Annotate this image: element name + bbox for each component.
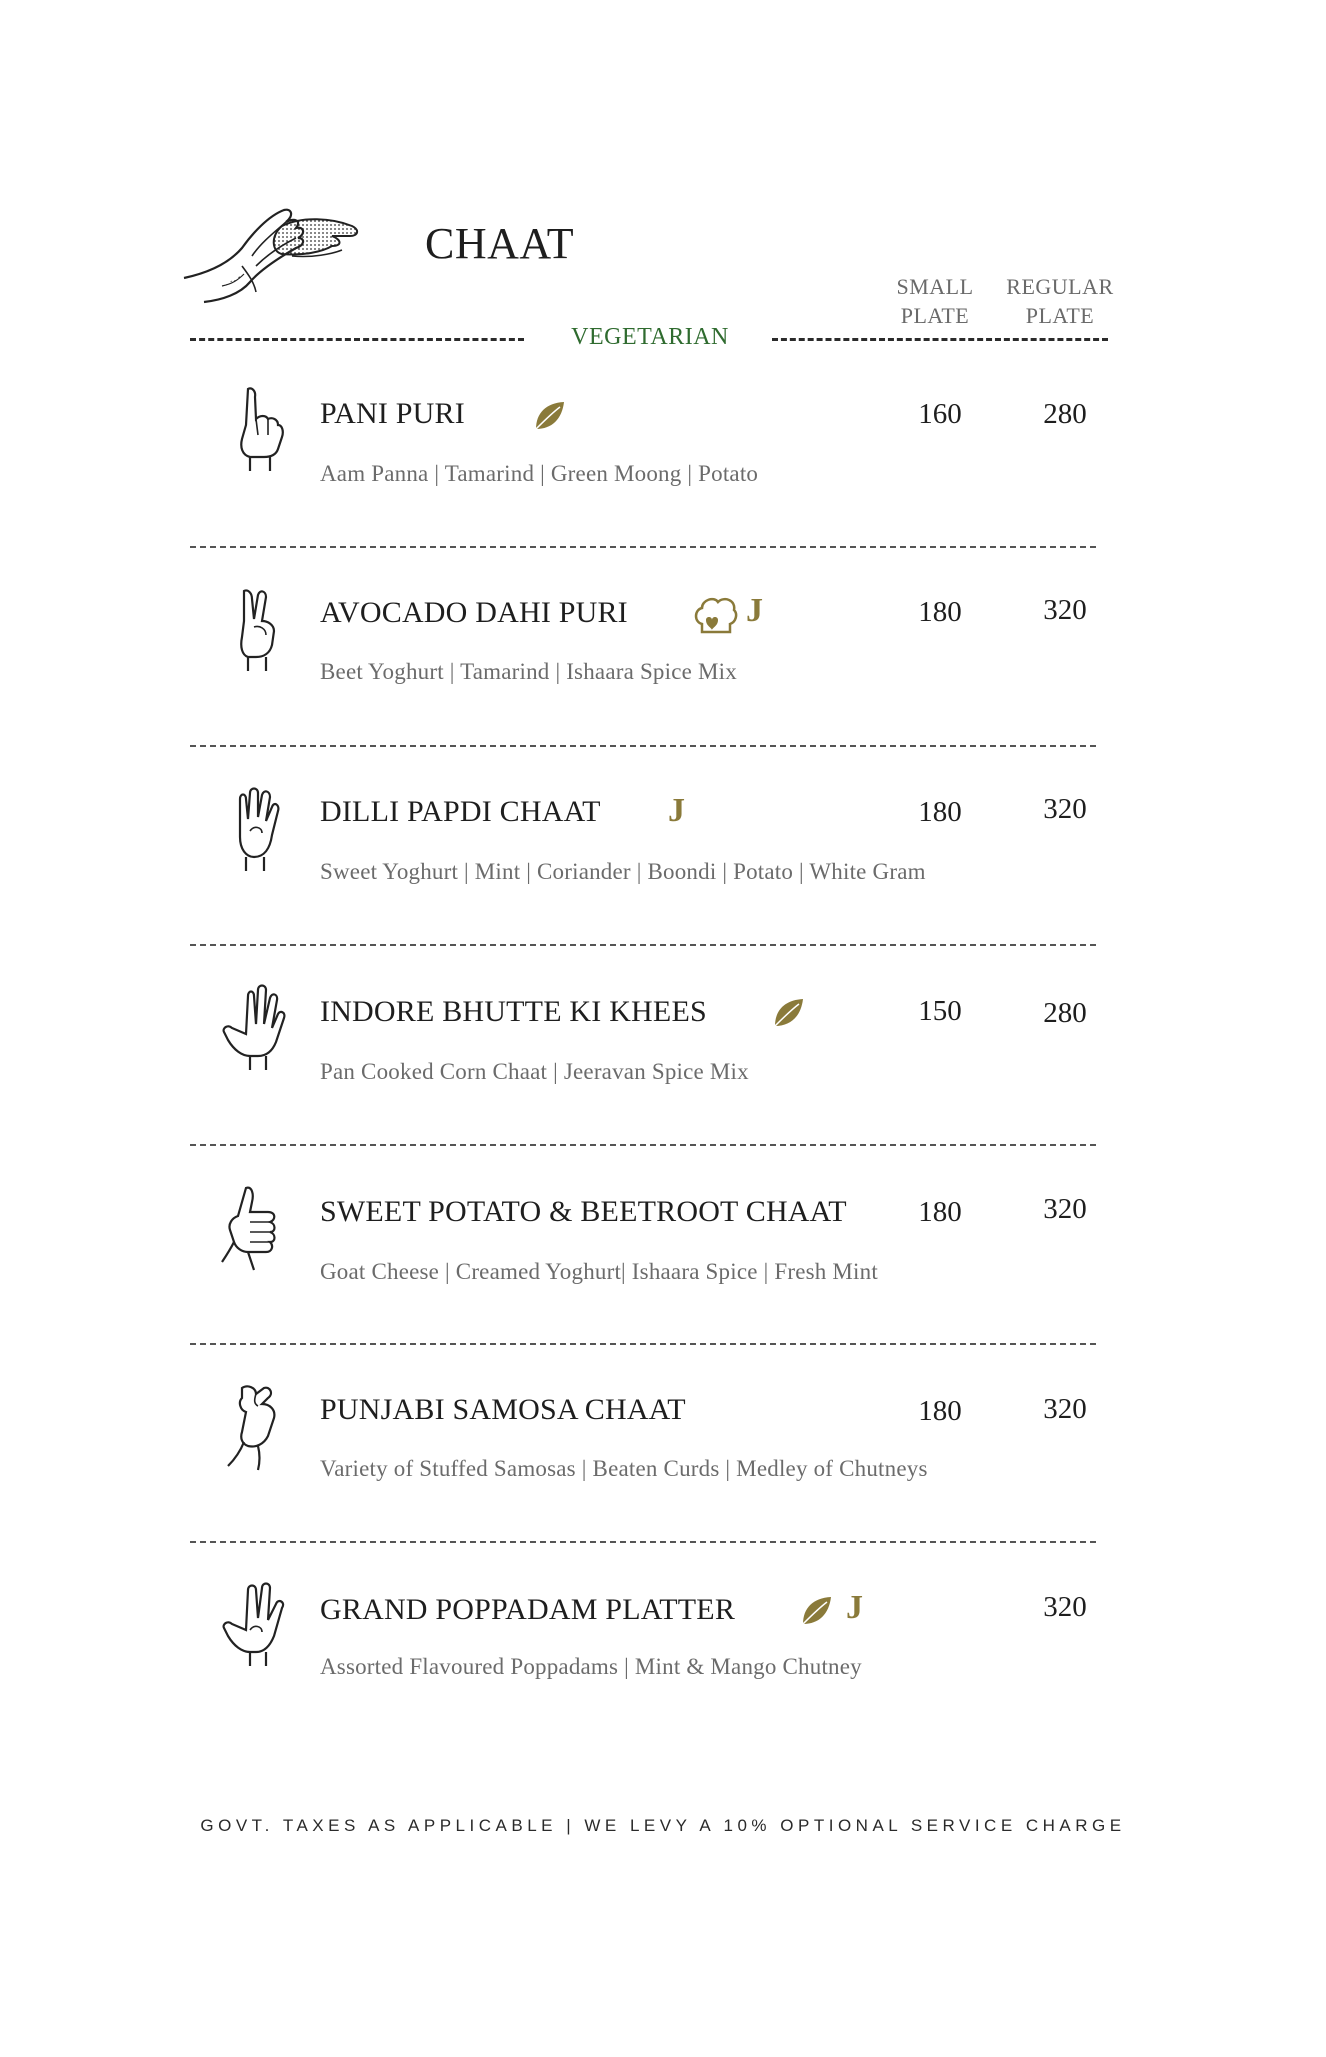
dish-description: Pan Cooked Corn Chaat | Jeeravan Spice Mix	[320, 1059, 749, 1084]
dish-description: Aam Panna | Tamarind | Green Moong | Potato	[320, 461, 759, 486]
price-regular: 280	[1043, 398, 1087, 430]
column-header-small-plate	[880, 272, 990, 330]
dish-name: DILLI PAPDI CHAAT	[320, 795, 601, 828]
column-header-regular-line2: PLATE	[1025, 303, 1095, 328]
hand-gesture-four-fingers-icon	[226, 785, 290, 875]
column-header-small-line2: PLATE	[900, 303, 970, 328]
hand-gesture-thumbs-up-icon	[220, 1184, 284, 1274]
item-divider	[190, 1541, 1096, 1543]
price-small: 180	[918, 596, 962, 628]
hand-gesture-victory-icon	[226, 585, 290, 675]
dish-description: Beet Yoghurt | Tamarind | Ishaara Spice Mix	[320, 659, 737, 684]
dish-name: AVOCADO DAHI PURI	[320, 596, 628, 629]
dish-name: GRAND POPPADAM PLATTER	[320, 1593, 736, 1626]
dish-name: INDORE BHUTTE KI KHEES	[320, 995, 707, 1028]
jain-icon: J	[668, 792, 685, 829]
column-header-small-line1: SMALL	[896, 274, 974, 299]
dish-description: Assorted Flavoured Poppadams | Mint & Mango Chutney	[320, 1654, 862, 1679]
price-small: 180	[918, 1196, 962, 1228]
hand-gesture-three-fingers-icon	[222, 1580, 286, 1670]
price-small: 180	[918, 796, 962, 828]
price-small: 180	[918, 1395, 962, 1427]
price-regular: 280	[1043, 997, 1087, 1029]
item-divider	[190, 745, 1096, 747]
price-small: 150	[918, 995, 962, 1027]
item-divider	[190, 1144, 1096, 1146]
dish-name: SWEET POTATO & BEETROOT CHAAT	[320, 1195, 847, 1228]
dish-description: Sweet Yoghurt | Mint | Coriander | Boondi | Potato | White Gram	[320, 859, 926, 884]
page-title: CHAAT	[425, 219, 575, 268]
leaf-icon	[799, 1594, 833, 1628]
price-regular: 320	[1043, 1193, 1087, 1225]
price-regular: 320	[1043, 1393, 1087, 1425]
price-small: 160	[918, 398, 962, 430]
leaf-icon	[771, 996, 805, 1030]
dish-name: PANI PURI	[320, 397, 465, 430]
hand-gesture-index-icon	[226, 385, 290, 475]
leaf-icon	[532, 399, 566, 433]
item-divider	[190, 944, 1096, 946]
section-divider-left	[190, 338, 524, 341]
column-header-regular-plate	[995, 272, 1125, 330]
dish-name: PUNJABI SAMOSA CHAAT	[320, 1393, 686, 1426]
jain-icon: J	[746, 592, 763, 629]
dish-description: Variety of Stuffed Samosas | Beaten Curds | Medley of Chutneys	[320, 1456, 928, 1481]
jain-icon: J	[846, 1589, 863, 1626]
hands-illustration-icon	[182, 196, 362, 306]
price-regular: 320	[1043, 1591, 1087, 1623]
section-label: VEGETARIAN	[571, 324, 729, 350]
hand-gesture-pinch-icon	[222, 1382, 286, 1472]
dish-description: Goat Cheese | Creamed Yoghurt| Ishaara Spice | Fresh Mint	[320, 1259, 878, 1284]
section-divider-right	[772, 338, 1108, 341]
column-header-regular-line1: REGULAR	[1006, 274, 1114, 299]
price-regular: 320	[1043, 594, 1087, 626]
hand-gesture-open-palm-icon	[222, 984, 286, 1074]
chef-hat-heart-icon	[692, 594, 738, 636]
item-divider	[190, 546, 1096, 548]
footer-note: GOVT. TAXES AS APPLICABLE | WE LEVY A 10% OPTIONAL SERVICE CHARGE	[200, 1816, 1126, 1835]
item-divider	[190, 1343, 1096, 1345]
price-regular: 320	[1043, 793, 1087, 825]
